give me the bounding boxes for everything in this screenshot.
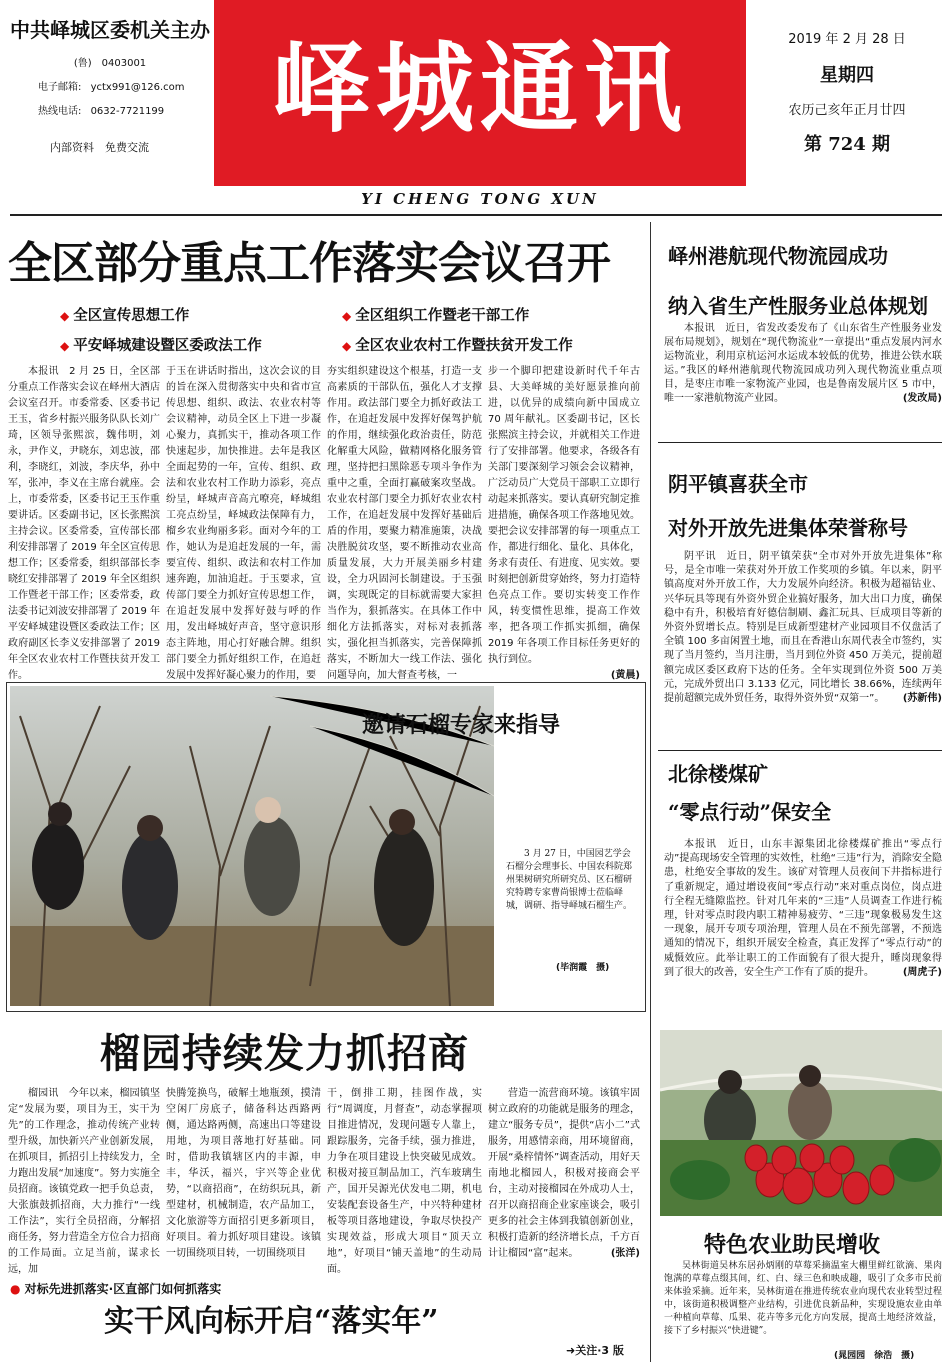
lead-headline: 全区部分重点工作落实会议召开 xyxy=(8,238,610,289)
invest-headline: 榴园持续发力抓招商 xyxy=(100,1030,469,1077)
story1-body xyxy=(664,322,942,434)
weekday: 星期四 xyxy=(820,65,874,86)
story2-text: 阴平讯 近日，阴平镇荣获“全市对外开放先进集体”称号，是全市唯一荣获对外开放工作奖项的乡镇。年以来，阴平镇高度对外开放工作，大力发展外向经济。积极为超福钻业、兴华玩具等现有外资外贸企业搞好服务，加大出口力度，确保稳中有升，积极培育好德信制刷、鑫汇玩具、巨成项目等新的外资外贸增长点。特别是巨成新型建材产业园项目不仅盘活了全镇 100 多亩闲置土地，而且在香港山东周代表全市签约，实现了当月签约，当月注册，当月到位外资 450 万美元，提前超额完成区委区政府下达的任务。全年实现到位外资 500 万美元，完成外贸出口 3.133 亿元，同比增长 38.66%，连续两年提前超额完成外贸任务，取得外资外贸“双第一”。 xyxy=(664,551,942,705)
notice: 内部资料 免费交流 xyxy=(50,141,149,154)
invest-column-1 xyxy=(8,1086,160,1275)
story4-body: 吴林街道吴林东居孙炳刚的草莓采摘温室大棚里鲜红欲滴、果肉饱满的草莓点缀其间，红、白、绿三色和映成趣，吸引了众多市民前来体验采摘。近年来，吴林街道在推进传统农业向现代农业转型过程中，该街道积极调整产业结构，引进优良新品种，实现设施农业由单一种植向草莓、瓜果、花卉等多元化方向发展，提高土地经济效益，接下了乡村振兴“快进键”。 xyxy=(664,1261,942,1336)
story3-text: 本报讯 近日，山东丰源集团北徐楼煤矿推出“零点行动”提高现场安全管理的实效性，杜绝“三违”行为，消除安全隐患，杜绝安全事故的发生。该矿对管理人员夜间下井指标进行了重新规定，通过增设夜间“零点行动”来对重点岗位，岗点进行全程无缝隙监控。针对几年来的“三违”人员调查工作进行梳理，针对零点时段内职工精神易疲劳、“三违”现象极易发生这一现象，展开专项专项治理，管理人员在不预先部署，不预选通知的情况下，组织开展安全检查，真正发挥了“零点行动”的威慑效应。此举让职工的工作面貌有了很大提升，睡岗现象得到了很大的改善，安全生产工作有了质的提升。 xyxy=(664,839,942,978)
story4-headline: 特色农业助民增收 xyxy=(704,1232,881,1258)
registration-code: (鲁) 0403001 xyxy=(73,58,147,69)
story3-body xyxy=(664,838,942,1016)
lead-byline: (黄晨) xyxy=(610,670,640,681)
lead-subhead-2: ◆ 全区组织工作暨老干部工作 xyxy=(342,304,529,325)
strawberry-photo-illustration xyxy=(660,1030,942,1216)
story3-headline-1: 北徐楼煤矿 xyxy=(668,762,768,786)
issue-number: 第 724 期 xyxy=(803,134,891,155)
invest-text-2: 快腾笼换鸟，破解土地瓶颈，摸清空闲厂房底子，储备科达西路两侧，通达路两侧，高速出口等建设用地，为项目落地打好基础。同时，借助我镇辖区内的丰源，申丰，华沃，福兴，宇兴等企业优势，“以商招商”，在纺织玩具，新型建材，机械制造，农产品加工，文化旅游等方面招引更多新项目，好项目。着力抓好项目建设。该镇一切围绕项目转，一切围绕项目 xyxy=(166,1088,321,1259)
lead-text-4: 步一个脚印把建设新时代千年古县、大美峄城的美好愿景推向前进，以优异的成绩向新中国成立 70 周年献礼。区委副书记，区长张熙滨主持会议，并就相关工作进行了安排部署。他要求，各级各有关部门要深刻学习领会会议精神，广泛动员广大党员干部职工立即行动起来抓落实。要认真研究制定推进措施，确保各项工作落地见效。要把会议安排部署的每一项重点工作，都进行细化、量化、具体化，务求有责任、有进度、见实效。要时刻把创新贯穿始终，努力打造特色亮点工作。要切实转变工作作风，转变惯性思维，提高工作效率，把各项工作抓实抓细，确保 2019 年各项工作目标任务更好的执行到位。 xyxy=(488,366,640,665)
phone-line xyxy=(10,105,210,119)
phone: 0632-7721199 xyxy=(90,106,165,117)
story1-headline-1: 峄州港航现代物流园成功 xyxy=(668,244,888,268)
invest-column-3 xyxy=(327,1086,482,1275)
kicker-bullet-icon: ● xyxy=(10,1282,21,1296)
kicker-text: 对标先进抓落实·区直部门如何抓落实 xyxy=(24,1282,222,1296)
story1-byline: (发改局) xyxy=(902,393,942,404)
jump-link[interactable]: ➜关注·3 版 xyxy=(566,1344,624,1357)
lead-column-4 xyxy=(488,364,640,681)
story2-body xyxy=(664,550,942,752)
story2-byline: (苏新伟) xyxy=(902,693,942,705)
invest-text-3: 干，倒排工期，挂图作战，实行“周调度，月督查”，动态掌握项目推进情况，发现问题专人靠上，跟踪服务，完备手续，强力推进，力争在项目建设上快突破见成效。积极对接亘制品加工，汽车玻璃生产，国开吴源光伏发电二期，机电安装配套设备生产，中兴特种建材板等项目落地建设，争取尽快投产实现效益，形成大项目“顶天立地”，好项目“铺天盖地”的生动局面。 xyxy=(327,1088,482,1275)
story2-headline-1: 阴平镇喜获全市 xyxy=(668,472,808,496)
email-line xyxy=(10,81,210,95)
header-right xyxy=(752,28,942,156)
lead-text-2: 于玉在讲话时指出，这次会议的目的旨在深入贯彻落实中央和省市宣传思想、组织、政法、农业农村等会议精神，动员全区上下进一步凝心聚力，真抓实干，推动各项工作快速起步，加快推进。去年是我区全面起势的一年，宣传、组织、政法和农业农村工作助力添彩，亮点纷呈，峄城声音高亢嘹亮，峄城组工亮点纷呈，峄城政法保障有力，榴乡农业绚丽多彩。面对今年的工作，她认为是追赶发展的一年，需要宣传、组织、政法和农村工作加速奔跑，加油追赶。于玉要求，宣传部门要全力抓好宣传思想工作，在追赶发展中发挥好鼓与呼的作用，发出峄城好声音，坚守意识形态主阵地，用心打好融合牌。组织部门要全力抓好组织工作，在追赶发展中发挥好凝心聚力的作用，要 xyxy=(166,366,321,681)
lead-text-3: 夯实组织建设这个根基，打造一支高素质的干部队伍，强化人才支撑作用。政法部门要全力抓好政法工作，在追赶发展中发挥好保驾护航的作用，继续强化政治责任，防范化解重大风险，做精网格化服务管理，坚持把扫黑除恶专项斗争作为重中之重，全面打赢破案攻坚战。农业农村部门要全力抓好农业农村工作，在追赶发展中发挥好基础后盾的作用，要聚力精准施策，决战决胜脱贫攻坚，要不断推动农业高质量发展，大力开展美丽乡村建设，全力巩固河长制建设。于玉强调，实现既定的目标就需要大家担当作为，狠抓落实。在具体工作中细化方法抓落实，对标对表抓落实，强化担当抓落实，完善保障抓落实，不断加大一线工作法、强化问题导向，加大督查考核，一 xyxy=(327,366,482,681)
lead-text-1: 本报讯 2 月 25 日，全区部分重点工作落实会议在峄州大酒店会议室召开。市委常委、区委书记王玉，省乡村振兴服务队队长刘广琦，区领导张熙滨，魏伟明，刘永，尹作义，尹晓东，刘忠波，邵利，李晓红，刘波，李庆华，孙中军，张冲，李义在主席台就座。会上，市委常委，区委书记王玉作重要讲话。区委副书记，区长张熙滨主持会议。区委常委，宣传部长邵利安排部署了 2019 年全区宣传思想工作；区委常委，组织部部长李晓红安排部署了 2019 年全区组织工作暨老干部工作；区委常委，政法委书记刘波安排部署了 2019 年平安峄城建设暨区委政法工作；区政府副区长李义安排部署了 2019 年全区农业农村工作暨扶贫开发工作。 xyxy=(8,366,160,681)
email-label: 电子邮箱: xyxy=(38,82,82,93)
lead-column-3 xyxy=(327,364,482,681)
invest-column-4 xyxy=(488,1086,640,1266)
header-left xyxy=(10,14,210,155)
masthead-banner xyxy=(214,0,746,186)
invest-text-4: 营造一流营商环境。该镇牢固树立政府的功能就是服务的理念，建立“服务专员”，提供“店小二”式服务，用感情亲商，用环境留商，开展“桑梓情怀”调查活动，用好天南地北榴园人，积极对接商会平台，主动对接榴园在外成功人士，召开以商招商企业家座谈会，吸引更多的社会主体到我镇创新创业，积极打造新的经济增长点，千方百计让榴园“富”起来。 xyxy=(488,1088,640,1259)
photo-caption: 3 月 27 日，中国园艺学会石榴分会理事长、中国农科院郑州果树研究所研究员、区石榴研究特聘专家曹尚银博士莅临峄城，调研、指导峄城石榴生产。 xyxy=(506,849,633,911)
lead-column-2 xyxy=(166,364,321,681)
story3-headline-2: “零点行动”保安全 xyxy=(668,800,832,824)
right-rule-2 xyxy=(658,750,942,751)
story1-headline-2: 纳入省生产性服务业总体规划 xyxy=(668,294,928,318)
story4-byline: (晁园园 徐浩 摄) xyxy=(834,1351,915,1361)
photo-story-title: 邀请石榴专家来指导 xyxy=(362,712,561,738)
lead-subhead-4: ◆ 全区农业农村工作暨扶贫开发工作 xyxy=(342,334,573,355)
photo-credit: (毕润霞 摄) xyxy=(556,963,610,973)
masthead-title: 峄城通讯 xyxy=(271,31,688,146)
phone-label: 热线电话: xyxy=(38,106,82,117)
story3-byline: (周虎子) xyxy=(902,967,942,979)
invest-column-2 xyxy=(166,1086,321,1266)
header-rule xyxy=(10,214,942,216)
right-rule-1 xyxy=(658,442,942,443)
issue-date: 2019 年 2 月 28 日 xyxy=(788,32,906,47)
invest-text-1: 榴园讯 今年以来，榴园镇坚定“发展为要，项目为王，实干为先”的工作理念，推动传统产业转型升级，加快新兴产业创新发展，在抓项目，抓招引上持续发力，全力跑出发展“加速度”。努力实施全员招商。该镇党政一把手负总责，大张旗鼓抓招商，大力推行“一线工作法”，实行全员招商，分解招商任务，努力营造全方位合力招商的工作局面。立足当前，谋求长远，加 xyxy=(8,1088,160,1275)
column-divider xyxy=(650,222,651,1362)
lead-column-1 xyxy=(8,364,160,681)
organizer: 中共峄城区委机关主办 xyxy=(10,18,210,42)
story2-headline-2: 对外开放先进集体荣誉称号 xyxy=(668,516,908,540)
strawberry-photo xyxy=(660,1030,942,1216)
email[interactable]: yctx991@126.com xyxy=(90,82,185,93)
lead-subhead-1: ◆ 全区宣传思想工作 xyxy=(60,304,189,325)
lead-subhead-3: ◆ 平安峄城建设暨区委政法工作 xyxy=(60,334,262,355)
lunar-date: 农历己亥年正月廿四 xyxy=(788,103,906,118)
bottom-headline: 实干风向标开启“落实年” xyxy=(104,1304,439,1339)
bottom-kicker xyxy=(10,1280,221,1297)
story1-text: 本报讯 近日，省发改委发布了《山东省生产性服务业发展布局规划》，规划在“现代物流业”一章提出“重点发展内河水运物流业，利用京杭运河水运成本较低的优势，推进公铁水联运。”我区的峄州港航现代物流园成功列入现代物流业重点项目，是枣庄市唯一家物流产业园，也是鲁南发展片区 5 市中，唯一一家港航物流产业园。 xyxy=(664,323,942,404)
masthead-pinyin: YI CHENG TONG XUN xyxy=(361,190,599,208)
invest-byline: (张洋) xyxy=(610,1248,640,1259)
